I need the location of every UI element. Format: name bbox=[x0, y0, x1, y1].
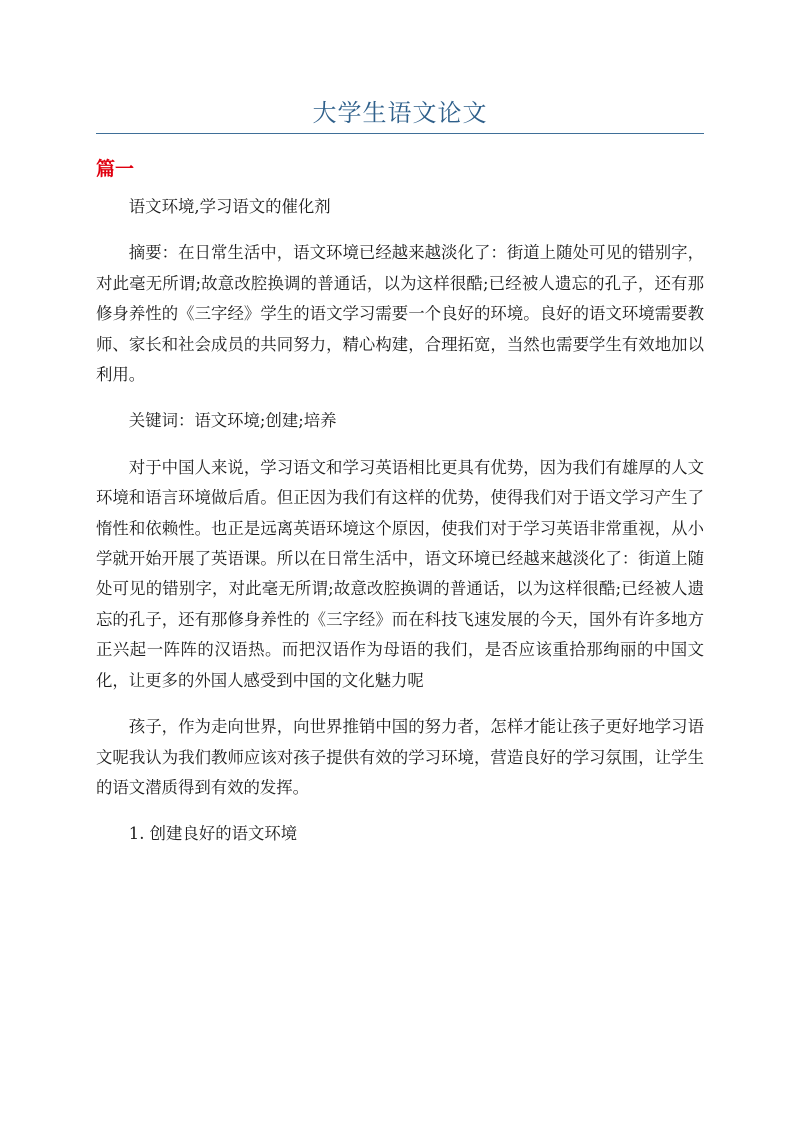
paragraph-subtitle: 语文环境,学习语文的催化剂 bbox=[128, 197, 331, 216]
paragraph-abstract: 摘要：在日常生活中，语文环境已经越来越淡化了：街道上随处可见的错别字，对此毫无所谓;故意改腔换调的普通话，以为这样很酷;已经被人遗忘的孔子，还有那修身养性的《三字经》学生的语文学习需要一个良好的环境。良好的语文环境需要教师、家长和社会成员的共同努力，精心构建，合理拓宽，当然也需要学生有效地加以利用。 bbox=[96, 243, 704, 385]
paragraph-body-2: 孩子，作为走向世界，向世界推销中国的努力者，怎样才能让孩子更好地学习语文呢我认为我们教师应该对孩子提供有效的学习环境，营造良好的学习氛围，让学生的语文潜质得到有效的发挥。 bbox=[96, 717, 704, 797]
paragraph-keywords: 关键词：语文环境;创建;培养 bbox=[128, 411, 337, 431]
paragraph-body-1: 对于中国人来说，学习语文和学习英语相比更具有优势，因为我们有雄厚的人文环境和语言环境做后盾。但正因为我们有这样的优势，使得我们对于语文学习产生了惰性和依赖性。也正是远离英语环境这个原因，使我们对于学习英语非常重视，从小学就开始开展了英语课。所以在日常生活中，语文环境已经越来越淡化了：街道上随处可见的错别字，对此毫无所谓;故意改腔换调的普通话，以为这样很酷;已经被人遗忘的孔子，还有那修身养性的《三字经》而在科技飞速发展的今天，国外有许多地方正兴起一阵阵的汉语热。而把汉语作为母语的我们，是否应该重拾那绚丽的中国文化，让更多的外国人感受到中国的文化魅力呢 bbox=[96, 457, 704, 690]
paragraph-numbered-heading: 1. 创建良好的语文环境 bbox=[128, 824, 298, 844]
section-heading: 篇一 bbox=[96, 158, 135, 180]
document-title: 大学生语文论文 bbox=[312, 99, 488, 127]
title-divider bbox=[96, 133, 704, 134]
body-text bbox=[96, 192, 704, 866]
